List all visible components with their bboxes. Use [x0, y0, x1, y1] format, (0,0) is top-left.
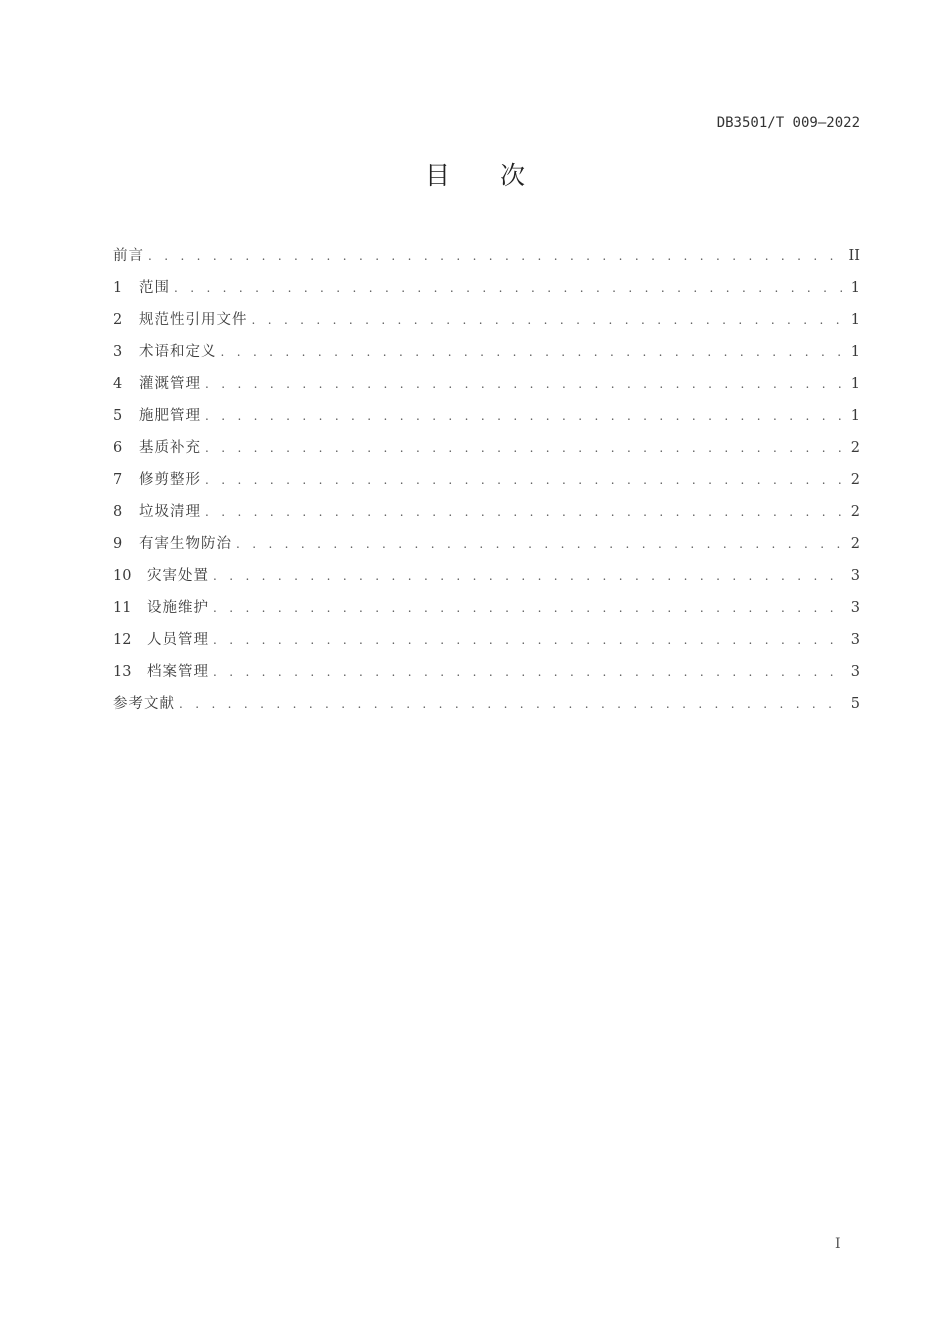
- toc-item-number: 9: [113, 536, 123, 552]
- toc-item-number: 6: [113, 440, 123, 456]
- toc-item-13[interactable]: [113, 656, 860, 688]
- toc-item-label: 档案管理: [147, 664, 209, 680]
- toc-item-page: 3: [850, 632, 860, 648]
- toc-item-label: 垃圾清理: [139, 504, 201, 520]
- toc-dot-leader: [148, 240, 842, 272]
- toc-dot-leader: [236, 528, 842, 560]
- toc-item-7[interactable]: [113, 464, 860, 496]
- toc-item-number: 5: [113, 408, 123, 424]
- toc-item-number: 2: [113, 312, 123, 328]
- toc-item-page: 3: [850, 568, 860, 584]
- toc-item-4[interactable]: [113, 368, 860, 400]
- toc-dot-leader: [252, 304, 843, 336]
- document-id: DB3501/T 009—2022: [716, 115, 860, 131]
- toc-item-number: 8: [113, 504, 123, 520]
- toc-item-number: 10: [113, 568, 132, 584]
- toc-item-8[interactable]: [113, 496, 860, 528]
- toc-item-number: 7: [113, 472, 123, 488]
- toc-item-number: 12: [113, 632, 132, 648]
- toc-item-1[interactable]: [113, 272, 860, 304]
- toc-dot-leader: [213, 560, 842, 592]
- toc-item-page: 1: [850, 312, 860, 328]
- toc-item-page: 1: [850, 408, 860, 424]
- toc-item-6[interactable]: [113, 432, 860, 464]
- toc-item-page: 2: [850, 440, 860, 456]
- toc-dot-leader: [174, 272, 842, 304]
- toc-item-label: 基质补充: [139, 440, 201, 456]
- toc-item-label: 灌溉管理: [139, 376, 201, 392]
- toc-item-page: 2: [850, 472, 860, 488]
- toc-dot-leader: [213, 624, 842, 656]
- table-of-contents: [113, 240, 860, 720]
- toc-item-9[interactable]: [113, 528, 860, 560]
- toc-item-label: 施肥管理: [139, 408, 201, 424]
- toc-dot-leader: [205, 432, 842, 464]
- toc-dot-leader: [205, 496, 842, 528]
- page-number: I: [835, 1236, 841, 1252]
- toc-item-page: 2: [850, 504, 860, 520]
- toc-item-3[interactable]: [113, 336, 860, 368]
- toc-dot-leader: [205, 368, 842, 400]
- toc-dot-leader: [221, 336, 843, 368]
- toc-item-label: 有害生物防治: [139, 536, 232, 552]
- toc-item-10[interactable]: [113, 560, 860, 592]
- toc-item-5[interactable]: [113, 400, 860, 432]
- toc-item-2[interactable]: [113, 304, 860, 336]
- toc-item-page: 1: [850, 376, 860, 392]
- toc-item-page: 1: [850, 280, 860, 296]
- toc-dot-leader: [213, 592, 842, 624]
- toc-item-label: 设施维护: [147, 600, 209, 616]
- toc-item-label: 修剪整形: [139, 472, 201, 488]
- toc-item-page: 3: [850, 664, 860, 680]
- toc-item-label: 灾害处置: [147, 568, 209, 584]
- toc-item-page: 5: [850, 696, 860, 712]
- toc-item-number: 13: [113, 664, 132, 680]
- toc-item-page: 3: [850, 600, 860, 616]
- toc-item-11[interactable]: [113, 592, 860, 624]
- toc-item-foreword[interactable]: [113, 240, 860, 272]
- toc-item-page: 1: [850, 344, 860, 360]
- toc-item-label: 范围: [139, 280, 170, 296]
- page-title: 目次: [424, 161, 575, 190]
- toc-item-number: 4: [113, 376, 123, 392]
- toc-item-12[interactable]: [113, 624, 860, 656]
- toc-item-label: 规范性引用文件: [139, 312, 248, 328]
- toc-item-number: 11: [113, 600, 132, 616]
- toc-dot-leader: [205, 464, 842, 496]
- toc-dot-leader: [213, 656, 842, 688]
- toc-item-page: 2: [850, 536, 860, 552]
- toc-dot-leader: [179, 688, 842, 720]
- toc-item-label: 前言: [113, 248, 144, 264]
- toc-item-number: 1: [113, 280, 123, 296]
- toc-item-page: II: [848, 248, 860, 264]
- toc-item-references[interactable]: [113, 688, 860, 720]
- toc-item-label: 术语和定义: [139, 344, 217, 360]
- toc-dot-leader: [205, 400, 842, 432]
- toc-item-number: 3: [113, 344, 123, 360]
- toc-item-label: 人员管理: [147, 632, 209, 648]
- toc-item-label: 参考文献: [113, 696, 175, 712]
